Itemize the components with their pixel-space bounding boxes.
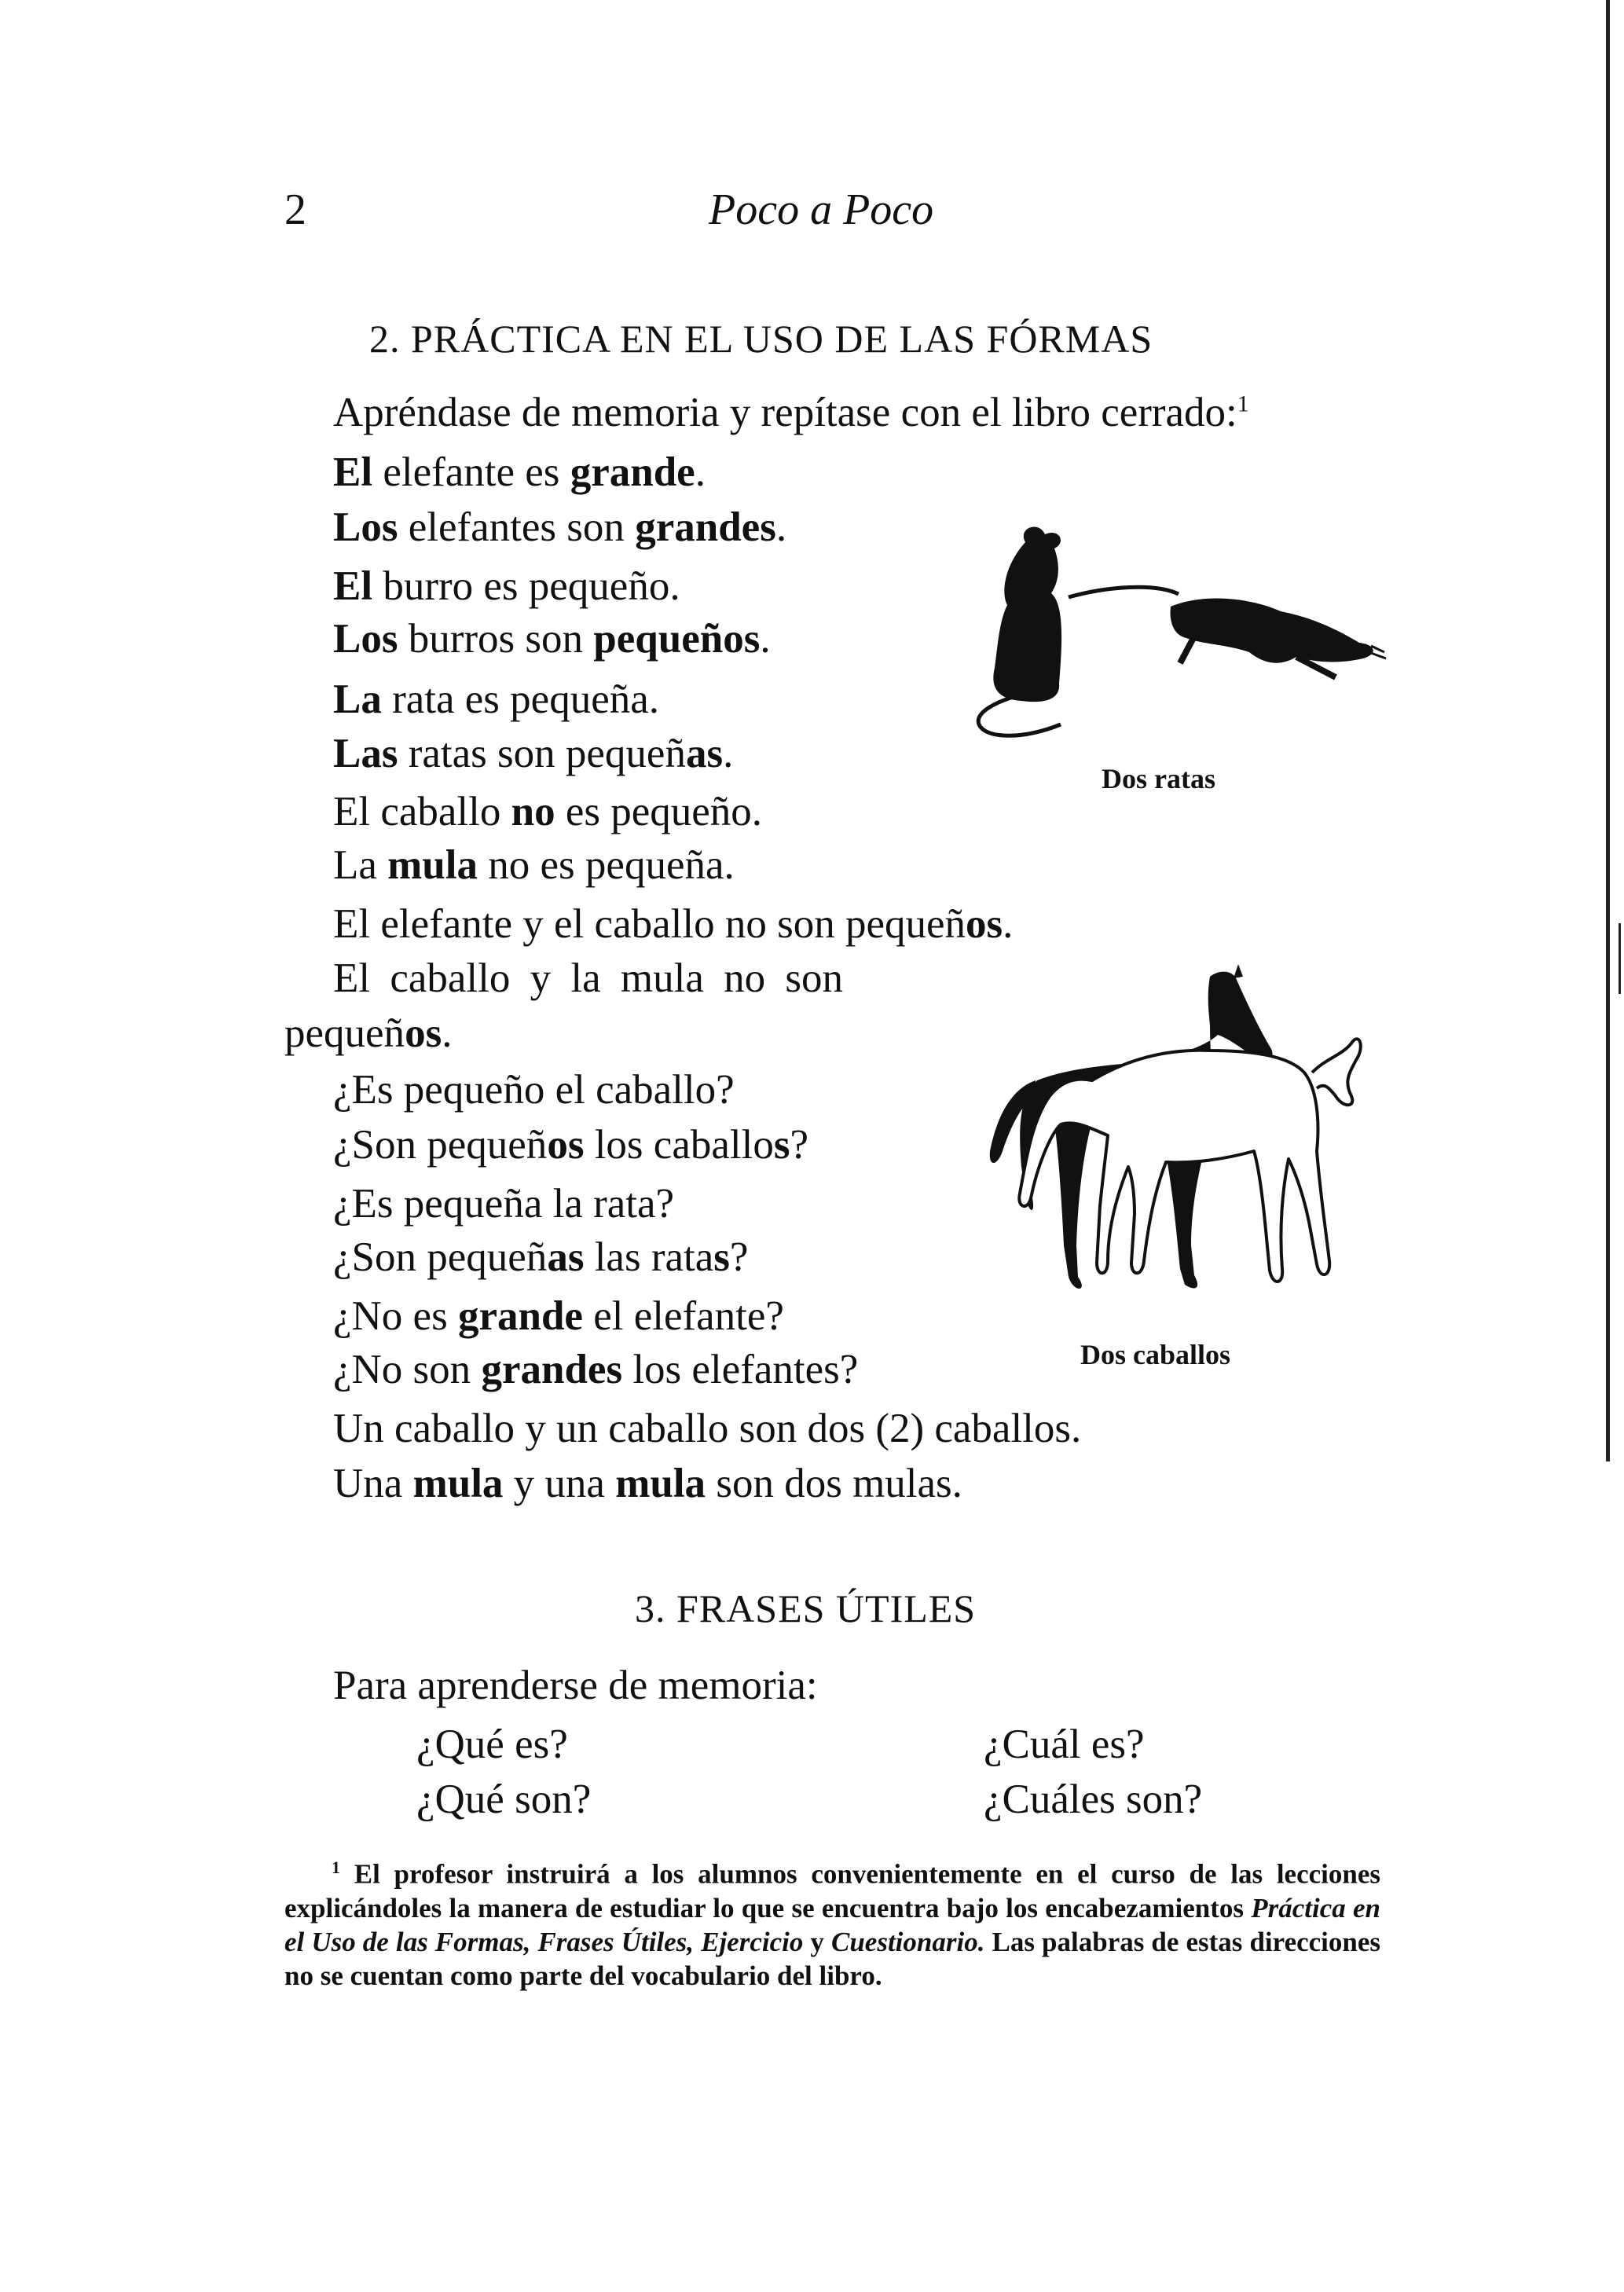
practice-question: ¿Son pequeñas las ratas?	[333, 1234, 749, 1280]
footnote-mark: 1	[332, 1857, 340, 1877]
running-title: Poco a Poco	[709, 185, 934, 234]
practice-line: La mula no es pequeña.	[333, 842, 735, 888]
practice-line: pequeños.	[284, 1010, 453, 1056]
phrase-left-2: ¿Qué son?	[416, 1777, 592, 1822]
section-3-intro: Para aprenderse de memoria:	[333, 1663, 818, 1708]
horses-illustration	[974, 963, 1383, 1324]
practice-question: ¿Es pequeño el caballo?	[333, 1067, 735, 1113]
practice-line: Un caballo y un caballo son dos (2) caballos.	[333, 1406, 1082, 1451]
phrase-right-2: ¿Cuáles son?	[984, 1777, 1203, 1822]
practice-line: El elefante es grande.	[333, 449, 706, 495]
page-edge-line	[1606, 0, 1610, 1461]
footnote-ref: 1	[1237, 391, 1249, 417]
page-edge-mark	[1619, 923, 1621, 994]
practice-line: El caballo no es pequeño.	[333, 789, 763, 834]
practice-question: ¿No son grandes los elefantes?	[333, 1347, 859, 1392]
footnote: $^1$ El profesor instruirá a los alumnos convenientemente en el curso de las lecciones explicándoles la manera de estudiar lo que se encuentra bajo los encabezamientos Práctica en el Uso de las Formas, Frases Útiles, Ejercicio y Cuestionario. Las palabras de estas direcciones no se cuentan como parte del vocabulario del libro.	[284, 1857, 1381, 1991]
practice-line: El caballo y la mula no son	[333, 955, 843, 1001]
horses-caption: Dos caballos	[1080, 1339, 1231, 1370]
practice-question: ¿Son pequeños los caballos?	[333, 1122, 808, 1168]
phrase-left-1: ¿Qué es?	[416, 1722, 568, 1767]
intro-text: Apréndase de memoria y repítase con el libro cerrado:	[333, 390, 1237, 435]
section-3-title: 3. FRASES ÚTILES	[635, 1586, 977, 1630]
practice-line: El elefante y el caballo no son pequeños.	[333, 901, 1014, 947]
rats-caption: Dos ratas	[1102, 763, 1215, 794]
section-2-title: 2. PRÁCTICA EN EL USO DE LAS FÓRMAS	[369, 317, 1153, 361]
section-2-intro	[333, 389, 1249, 436]
practice-line: El burro es pequeño.	[333, 563, 680, 609]
practice-question: ¿Es pequeña la rata?	[333, 1181, 675, 1227]
rats-illustration	[966, 519, 1391, 754]
practice-line: Las ratas son pequeñas.	[333, 731, 734, 776]
phrase-right-1: ¿Cuál es?	[984, 1722, 1145, 1767]
practice-line: Los burros son pequeños.	[333, 616, 771, 662]
practice-line: La rata es pequeña.	[333, 677, 660, 722]
practice-question: ¿No es grande el elefante?	[333, 1293, 784, 1339]
practice-line: Una mula y una mula son dos mulas.	[333, 1461, 962, 1506]
page-number: 2	[284, 185, 306, 234]
practice-line: Los elefantes son grandes.	[333, 504, 787, 550]
